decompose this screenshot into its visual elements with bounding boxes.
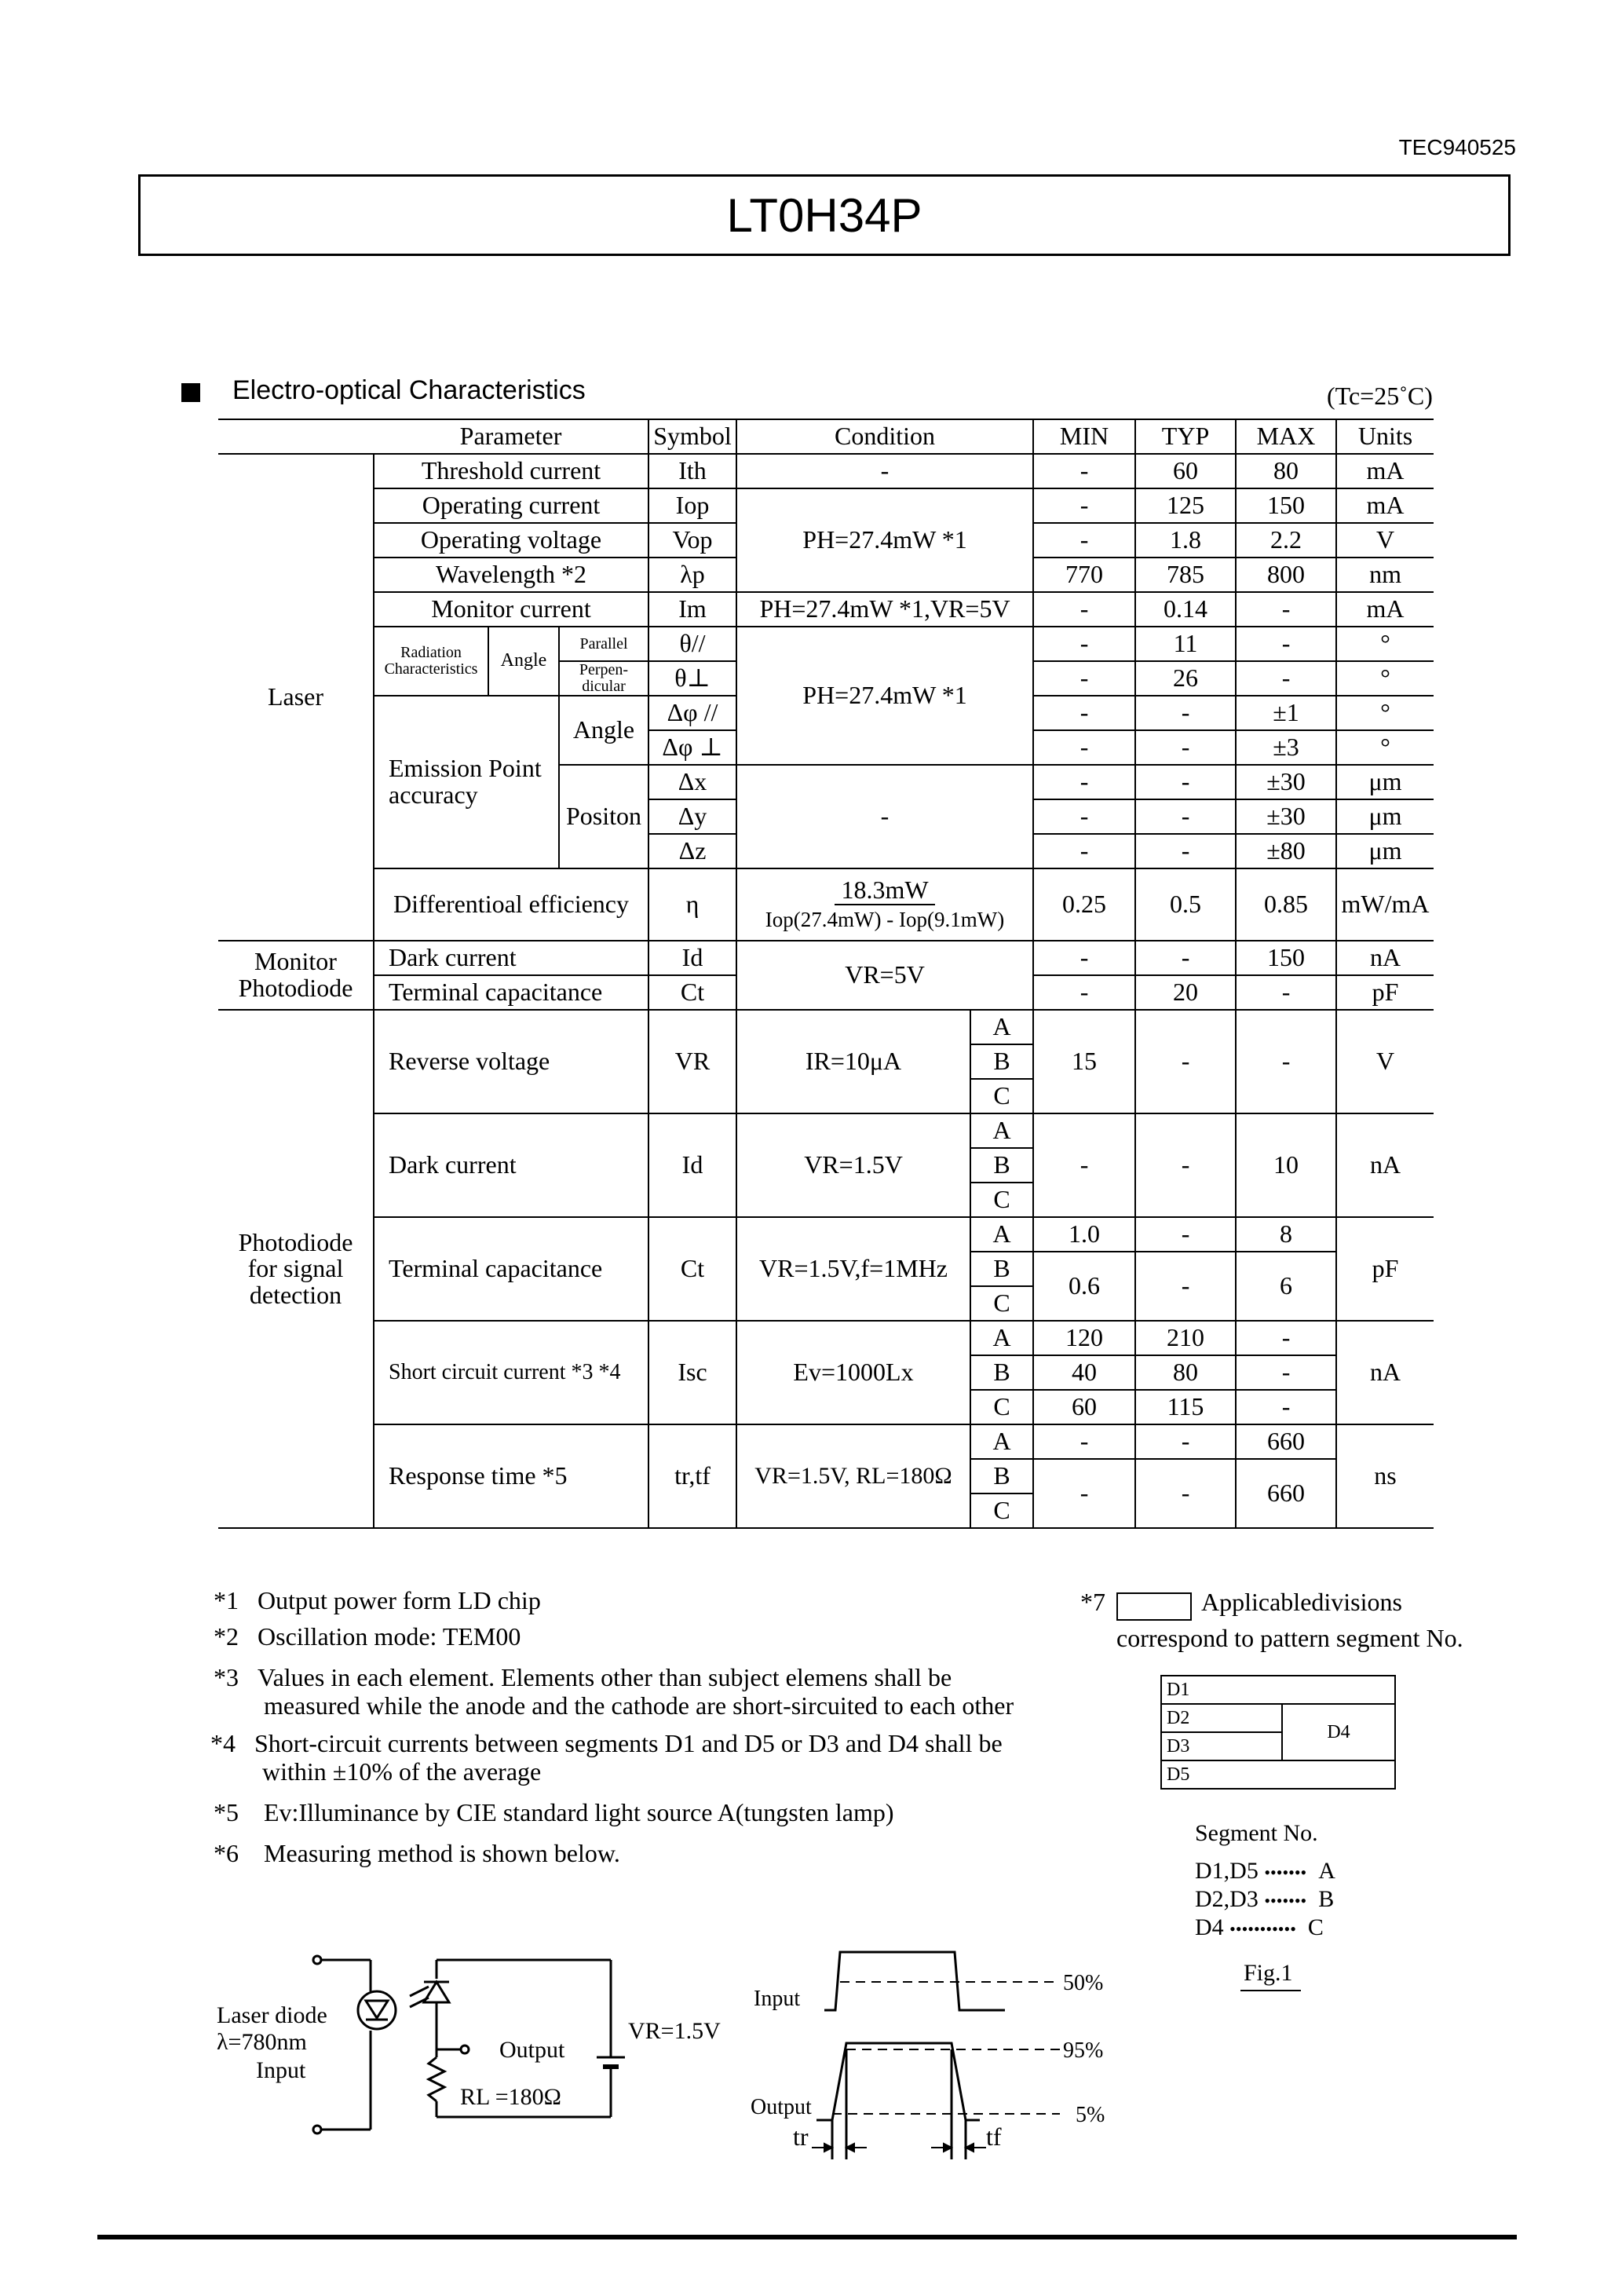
level-50-label: 50% xyxy=(1063,1971,1104,1995)
output-terminal-icon xyxy=(461,2046,469,2053)
segment-c: C xyxy=(970,1079,1033,1113)
table-row xyxy=(218,592,1434,627)
segment-d4: D4 xyxy=(1282,1704,1395,1760)
parallel-label: Parallel xyxy=(559,627,648,661)
segment-pair: D4 xyxy=(1195,1914,1224,1940)
table-row xyxy=(218,868,1434,941)
unit: nA xyxy=(1336,941,1434,975)
typ-value: 0.14 xyxy=(1135,592,1236,627)
note-text: Values in each element. Elements other than subject elemens shall be xyxy=(258,1663,952,1691)
typ-value: - xyxy=(1135,765,1236,799)
unit: mA xyxy=(1336,454,1434,488)
max-value: - xyxy=(1236,1390,1336,1424)
max-value: - xyxy=(1236,1010,1336,1113)
input-waveform xyxy=(824,1952,1005,2010)
table-row xyxy=(218,1113,1434,1148)
symbol: Δφ ⊥ xyxy=(648,730,736,765)
input-label: Input xyxy=(256,2057,306,2083)
page-title xyxy=(138,174,1511,256)
division-letter: B xyxy=(1318,1886,1335,1912)
positon-label: Positon xyxy=(559,765,648,868)
unit: μm xyxy=(1336,834,1434,868)
segment-a: A xyxy=(970,1217,1033,1252)
unit: nm xyxy=(1336,558,1434,592)
note-key: *6 xyxy=(214,1839,239,1867)
param-name: Dark current xyxy=(374,1113,648,1217)
typ-value: 210 xyxy=(1135,1321,1236,1355)
note-6 xyxy=(214,1839,620,1868)
symbol: Ith xyxy=(648,454,736,488)
param-name: Response time *5 xyxy=(374,1424,648,1528)
note-text: Short-circuit currents between segments D1 and D5 or D3 and D4 shall be xyxy=(254,1729,1003,1757)
group-photodiode: Photodiode for signal detection xyxy=(218,1010,374,1528)
condition: VR=5V xyxy=(736,941,1033,1010)
resistor-icon xyxy=(429,2057,444,2101)
max-value: 8 xyxy=(1236,1217,1336,1252)
note-3 xyxy=(214,1663,952,1692)
condition: PH=27.4mW *1 xyxy=(736,627,1033,765)
typ-value: 26 xyxy=(1135,661,1236,696)
segment-b: B xyxy=(970,1252,1033,1286)
segment-map-row xyxy=(1195,1914,1324,1941)
header-parameter: Parameter xyxy=(374,419,648,454)
leader-dots: ••••••• xyxy=(1264,1863,1307,1882)
table-row xyxy=(218,1321,1434,1355)
unit: ° xyxy=(1336,661,1434,696)
min-value: - xyxy=(1033,730,1135,765)
max-value: 660 xyxy=(1236,1424,1336,1459)
symbol: Δφ // xyxy=(648,696,736,730)
segment-b: B xyxy=(970,1355,1033,1390)
max-value: ±30 xyxy=(1236,799,1336,834)
rise-time-label: tr xyxy=(793,2122,809,2151)
typ-value: - xyxy=(1135,696,1236,730)
timing-diagram xyxy=(746,1932,1123,2159)
max-value: - xyxy=(1236,1321,1336,1355)
min-value: 0.25 xyxy=(1033,868,1135,941)
note-2 xyxy=(214,1622,521,1651)
square-bullet-icon xyxy=(181,383,200,402)
condition xyxy=(736,868,1033,941)
note-key: *5 xyxy=(214,1798,239,1826)
segment-c: C xyxy=(970,1286,1033,1321)
unit: nA xyxy=(1336,1113,1434,1217)
table-row xyxy=(218,627,1434,661)
max-value: 6 xyxy=(1236,1252,1336,1321)
typ-value: - xyxy=(1135,941,1236,975)
table-row xyxy=(218,1424,1434,1459)
temperature-condition: (Tc=25˚C) xyxy=(1327,382,1433,410)
segment-d2: D2 xyxy=(1161,1704,1282,1732)
table-row xyxy=(218,454,1434,488)
laser-diode-label: Laser diode xyxy=(217,2002,327,2028)
max-value: 660 xyxy=(1236,1459,1336,1528)
timing-output-label: Output xyxy=(751,2095,812,2119)
min-value: 15 xyxy=(1033,1010,1135,1113)
section-title: Electro-optical Characteristics xyxy=(232,375,586,405)
group-laser: Laser xyxy=(218,454,374,941)
symbol: Iop xyxy=(648,488,736,523)
note-text: Output power form LD chip xyxy=(258,1586,541,1614)
segment-c: C xyxy=(970,1493,1033,1528)
header-min: MIN xyxy=(1033,419,1135,454)
segment-c: C xyxy=(970,1183,1033,1217)
max-value: 800 xyxy=(1236,558,1336,592)
typ-value: 785 xyxy=(1135,558,1236,592)
leader-dots: ••••••• xyxy=(1264,1891,1307,1910)
param-name: Operating current xyxy=(374,488,648,523)
max-value: - xyxy=(1236,592,1336,627)
table-row xyxy=(218,941,1434,975)
division-letter: C xyxy=(1307,1914,1324,1940)
fraction-denominator: Iop(27.4mW) - Iop(9.1mW) xyxy=(765,908,1005,931)
segment-d1: D1 xyxy=(1161,1676,1395,1704)
header-symbol: Symbol xyxy=(648,419,736,454)
min-value: - xyxy=(1033,1424,1135,1459)
max-value: ±1 xyxy=(1236,696,1336,730)
symbol: θ⊥ xyxy=(648,661,736,696)
typ-value: - xyxy=(1135,1217,1236,1252)
max-value: 0.85 xyxy=(1236,868,1336,941)
param-name: Dark current xyxy=(374,941,648,975)
max-value: - xyxy=(1236,1355,1336,1390)
segment-c: C xyxy=(970,1390,1033,1424)
output-waveform xyxy=(816,2043,980,2120)
segment-a: A xyxy=(970,1424,1033,1459)
segment-pattern-table xyxy=(1160,1675,1396,1790)
max-value: 150 xyxy=(1236,941,1336,975)
note-key: *1 xyxy=(214,1586,239,1614)
min-value: 120 xyxy=(1033,1321,1135,1355)
typ-value: 60 xyxy=(1135,454,1236,488)
min-value: - xyxy=(1033,834,1135,868)
param-name: Terminal capacitance xyxy=(374,975,648,1010)
max-value: 80 xyxy=(1236,454,1336,488)
symbol: Ct xyxy=(648,1217,736,1321)
header-condition: Condition xyxy=(736,419,1033,454)
note-7-text: Applicabledivisions xyxy=(1201,1588,1402,1616)
measuring-circuit-diagram xyxy=(212,1940,746,2167)
condition: VR=1.5V, RL=180Ω xyxy=(736,1424,970,1528)
division-box xyxy=(1116,1592,1192,1621)
note-key: *4 xyxy=(210,1729,236,1757)
symbol: Isc xyxy=(648,1321,736,1424)
note-7-key: *7 xyxy=(1080,1588,1105,1616)
min-value: 0.6 xyxy=(1033,1252,1135,1321)
unit: V xyxy=(1336,1010,1434,1113)
min-value: - xyxy=(1033,661,1135,696)
typ-value: - xyxy=(1135,1252,1236,1321)
load-resistor-label: RL =180Ω xyxy=(460,2084,561,2110)
symbol: VR xyxy=(648,1010,736,1113)
min-value: - xyxy=(1033,454,1135,488)
min-value: - xyxy=(1033,975,1135,1010)
segment-b: B xyxy=(970,1459,1033,1493)
condition: Ev=1000Lx xyxy=(736,1321,970,1424)
max-value: 2.2 xyxy=(1236,523,1336,558)
unit: pF xyxy=(1336,1217,1434,1321)
symbol: Δy xyxy=(648,799,736,834)
min-value: 40 xyxy=(1033,1355,1135,1390)
unit: nA xyxy=(1336,1321,1434,1424)
angle-label: Angle xyxy=(559,696,648,765)
note-key: *2 xyxy=(214,1622,239,1651)
segment-d5: D5 xyxy=(1161,1760,1395,1789)
typ-value: 1.8 xyxy=(1135,523,1236,558)
typ-value: - xyxy=(1135,1424,1236,1459)
note-1 xyxy=(214,1586,541,1615)
note-3-line-2: measured while the anode and the cathode are short-sircuited to each other xyxy=(264,1691,1014,1720)
min-value: 1.0 xyxy=(1033,1217,1135,1252)
symbol: Ct xyxy=(648,975,736,1010)
unit: ° xyxy=(1336,730,1434,765)
typ-value: 20 xyxy=(1135,975,1236,1010)
fall-time-label: tf xyxy=(986,2122,1002,2151)
unit: ° xyxy=(1336,696,1434,730)
note-5 xyxy=(214,1798,893,1827)
unit: mA xyxy=(1336,592,1434,627)
unit: μm xyxy=(1336,799,1434,834)
min-value: - xyxy=(1033,765,1135,799)
fraction-numerator: 18.3mW xyxy=(835,877,934,905)
title-text: LT0H34P xyxy=(726,188,922,242)
segment-d3: D3 xyxy=(1161,1732,1282,1760)
max-value: ±3 xyxy=(1236,730,1336,765)
segment-b: B xyxy=(970,1044,1033,1079)
typ-value: - xyxy=(1135,1113,1236,1217)
min-value: - xyxy=(1033,941,1135,975)
note-4-line-2: within ±10% of the average xyxy=(262,1757,542,1786)
param-name: Differentioal efficiency xyxy=(374,868,648,941)
table-row xyxy=(218,1217,1434,1252)
typ-value: - xyxy=(1135,730,1236,765)
characteristics-table xyxy=(218,419,1434,1529)
group-monitor: Monitor Photodiode xyxy=(218,941,374,1010)
segment-pair: D2,D3 xyxy=(1195,1886,1259,1912)
segment-b: B xyxy=(970,1148,1033,1183)
note-7-text-2: correspond to pattern segment No. xyxy=(1116,1624,1463,1652)
param-name: Terminal capacitance xyxy=(374,1217,648,1321)
unit: μm xyxy=(1336,765,1434,799)
max-value: ±80 xyxy=(1236,834,1336,868)
symbol: Id xyxy=(648,941,736,975)
typ-value: - xyxy=(1135,799,1236,834)
emission-label: Emission Point accuracy xyxy=(374,696,559,868)
level-95-label: 95% xyxy=(1063,2038,1104,2063)
condition: PH=27.4mW *1,VR=5V xyxy=(736,592,1033,627)
symbol: Δx xyxy=(648,765,736,799)
note-text: Oscillation mode: TEM00 xyxy=(258,1622,521,1651)
document-number: TEC940525 xyxy=(1398,135,1516,159)
typ-value: 11 xyxy=(1135,627,1236,661)
symbol: Im xyxy=(648,592,736,627)
typ-value: 115 xyxy=(1135,1390,1236,1424)
condition: - xyxy=(736,765,1033,868)
header-typ: TYP xyxy=(1135,419,1236,454)
condition: - xyxy=(736,454,1033,488)
header-row xyxy=(218,419,1434,454)
unit: ns xyxy=(1336,1424,1434,1528)
level-5-label: 5% xyxy=(1076,2103,1105,2127)
min-value: - xyxy=(1033,1113,1135,1217)
terminal-icon xyxy=(313,1956,321,1964)
param-name: Wavelength *2 xyxy=(374,558,648,592)
typ-value: 80 xyxy=(1135,1355,1236,1390)
param-name: Reverse voltage xyxy=(374,1010,648,1113)
symbol: η xyxy=(648,868,736,941)
note-text: Measuring method is shown below. xyxy=(264,1839,620,1867)
typ-value: - xyxy=(1135,1459,1236,1528)
table-row xyxy=(218,488,1434,523)
min-value: - xyxy=(1033,1459,1135,1528)
radiation-label: Radiation Characteristics xyxy=(374,627,488,696)
symbol: Δz xyxy=(648,834,736,868)
max-value: 10 xyxy=(1236,1113,1336,1217)
unit: pF xyxy=(1336,975,1434,1010)
terminal-icon xyxy=(313,2126,321,2133)
bias-voltage-label: VR=1.5V xyxy=(628,2018,721,2044)
min-value: - xyxy=(1033,523,1135,558)
min-value: 770 xyxy=(1033,558,1135,592)
min-value: - xyxy=(1033,696,1135,730)
angle-label: Angle xyxy=(488,627,559,696)
laser-diode-icon xyxy=(358,1991,396,2029)
division-letter: A xyxy=(1318,1858,1335,1884)
condition: IR=10μA xyxy=(736,1010,970,1113)
symbol: Vop xyxy=(648,523,736,558)
typ-value: - xyxy=(1135,1010,1236,1113)
unit: V xyxy=(1336,523,1434,558)
segment-a: A xyxy=(970,1010,1033,1044)
condition: PH=27.4mW *1 xyxy=(736,488,1033,592)
min-value: 60 xyxy=(1033,1390,1135,1424)
segment-a: A xyxy=(970,1321,1033,1355)
typ-value: - xyxy=(1135,834,1236,868)
typ-value: 0.5 xyxy=(1135,868,1236,941)
symbol: Id xyxy=(648,1113,736,1217)
leader-dots: ••••••••••• xyxy=(1229,1919,1296,1939)
perpendicular-label: Perpen- dicular xyxy=(559,661,648,696)
table-row xyxy=(218,1010,1434,1044)
bottom-rule xyxy=(97,2235,1517,2239)
param-name: Short circuit current *3 *4 xyxy=(374,1321,648,1424)
wavelength-label: λ=780nm xyxy=(217,2029,307,2055)
typ-value: 125 xyxy=(1135,488,1236,523)
segment-pair: D1,D5 xyxy=(1195,1858,1259,1884)
symbol: λp xyxy=(648,558,736,592)
param-name: Monitor current xyxy=(374,592,648,627)
symbol: θ// xyxy=(648,627,736,661)
min-value: - xyxy=(1033,627,1135,661)
max-value: - xyxy=(1236,975,1336,1010)
note-text: Ev:Illuminance by CIE standard light source A(tungsten lamp) xyxy=(264,1798,894,1826)
unit: ° xyxy=(1336,627,1434,661)
condition: VR=1.5V xyxy=(736,1113,970,1217)
min-value: - xyxy=(1033,488,1135,523)
header-units: Units xyxy=(1336,419,1434,454)
condition: VR=1.5V,f=1MHz xyxy=(736,1217,970,1321)
min-value: - xyxy=(1033,799,1135,834)
timing-input-label: Input xyxy=(754,1987,801,2011)
segment-a: A xyxy=(970,1113,1033,1148)
max-value: - xyxy=(1236,627,1336,661)
unit: mW/mA xyxy=(1336,868,1434,941)
segment-map-row xyxy=(1195,1886,1334,1913)
header-max: MAX xyxy=(1236,419,1336,454)
output-label: Output xyxy=(499,2037,565,2063)
unit: mA xyxy=(1336,488,1434,523)
segment-title: Segment No. xyxy=(1195,1820,1318,1846)
segment-map-row xyxy=(1195,1858,1335,1885)
note-4 xyxy=(210,1729,1003,1758)
max-value: ±30 xyxy=(1236,765,1336,799)
param-name: Threshold current xyxy=(374,454,648,488)
symbol: tr,tf xyxy=(648,1424,736,1528)
note-key: *3 xyxy=(214,1663,239,1691)
figure-label: Fig.1 xyxy=(1240,1960,1301,1991)
max-value: 150 xyxy=(1236,488,1336,523)
param-name: Operating voltage xyxy=(374,523,648,558)
max-value: - xyxy=(1236,661,1336,696)
min-value: - xyxy=(1033,592,1135,627)
